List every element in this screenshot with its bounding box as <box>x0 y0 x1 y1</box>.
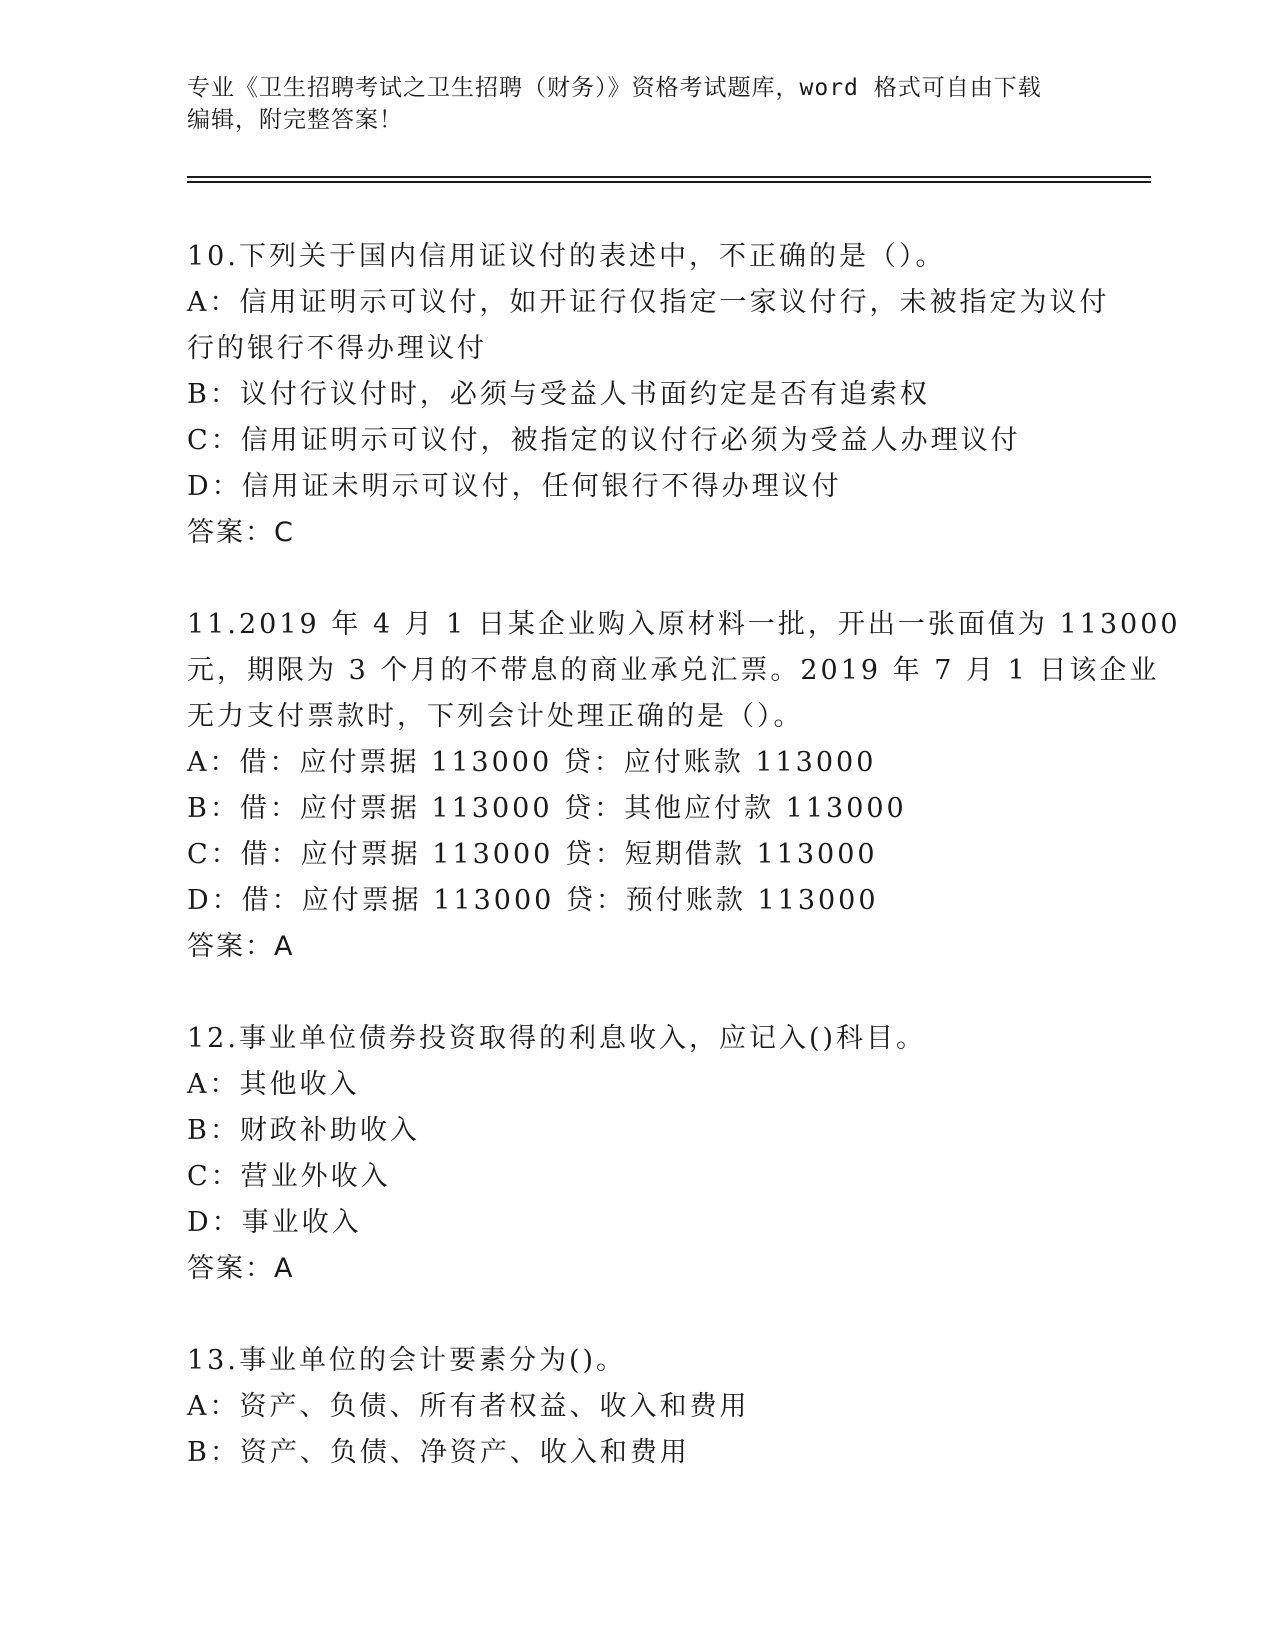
option-d-line: D：信用证未明示可议付，任何银行不得办理议付 <box>187 471 842 502</box>
option-b-line: B：财政补助收入 <box>187 1115 420 1146</box>
option-c-line: C：营业外收入 <box>187 1161 391 1192</box>
option-c-line: C：信用证明示可议付，被指定的议付行必须为受益人办理议付 <box>187 425 1021 456</box>
answer-label: 答案：A <box>187 931 295 962</box>
option-a-line: A：借：应付票据 113000 贷：应付账款 113000 <box>187 747 877 778</box>
question-stem-line: 12.事业单位债券投资取得的利息收入，应记入()科目。 <box>187 1023 927 1054</box>
question-11 <box>187 602 1181 970</box>
option-a-line: 行的银行不得办理议付 <box>187 333 487 364</box>
question-stem-line: 无力支付票款时，下列会计处理正确的是（）。 <box>187 701 804 732</box>
header-divider-bottom <box>187 181 1151 183</box>
option-a-line: A：信用证明示可议付，如开证行仅指定一家议付行，未被指定为议付 <box>187 287 1110 318</box>
option-a-line: A：资产、负债、所有者权益、收入和费用 <box>187 1391 750 1422</box>
answer-label: 答案：A <box>187 1253 295 1284</box>
header-line-1: 专业《卫生招聘考试之卫生招聘（财务）》资格考试题库，word 格式可自由下载 <box>187 75 1042 101</box>
option-d-line: D：借：应付票据 113000 贷：预付账款 113000 <box>187 885 879 916</box>
header-divider-top <box>187 176 1151 178</box>
option-a-line: A：其他收入 <box>187 1069 360 1100</box>
option-b-line: B：借：应付票据 113000 贷：其他应付款 113000 <box>187 793 907 824</box>
header-line-2: 编辑，附完整答案！ <box>187 107 403 133</box>
question-13 <box>187 1338 1087 1476</box>
document-header <box>187 72 1087 136</box>
question-10 <box>187 234 1110 556</box>
question-stem-line: 10.下列关于国内信用证议付的表述中，不正确的是（）。 <box>187 241 946 272</box>
question-stem-line: 13.事业单位的会计要素分为()。 <box>187 1345 627 1376</box>
option-b-line: B：资产、负债、净资产、收入和费用 <box>187 1437 690 1468</box>
option-c-line: C：借：应付票据 113000 贷：短期借款 113000 <box>187 839 878 870</box>
question-list <box>187 234 1181 1522</box>
option-b-line: B：议付行议付时，必须与受益人书面约定是否有追索权 <box>187 379 930 410</box>
option-d-line: D：事业收入 <box>187 1207 362 1238</box>
question-stem-line: 元，期限为 3 个月的不带息的商业承兑汇票。2019 年 7 月 1 日该企业 <box>187 655 1160 686</box>
question-12 <box>187 1016 1087 1292</box>
answer-label: 答案：C <box>187 517 295 548</box>
question-stem-line: 11.2019 年 4 月 1 日某企业购入原材料一批，开出一张面值为 113000 <box>187 609 1181 640</box>
